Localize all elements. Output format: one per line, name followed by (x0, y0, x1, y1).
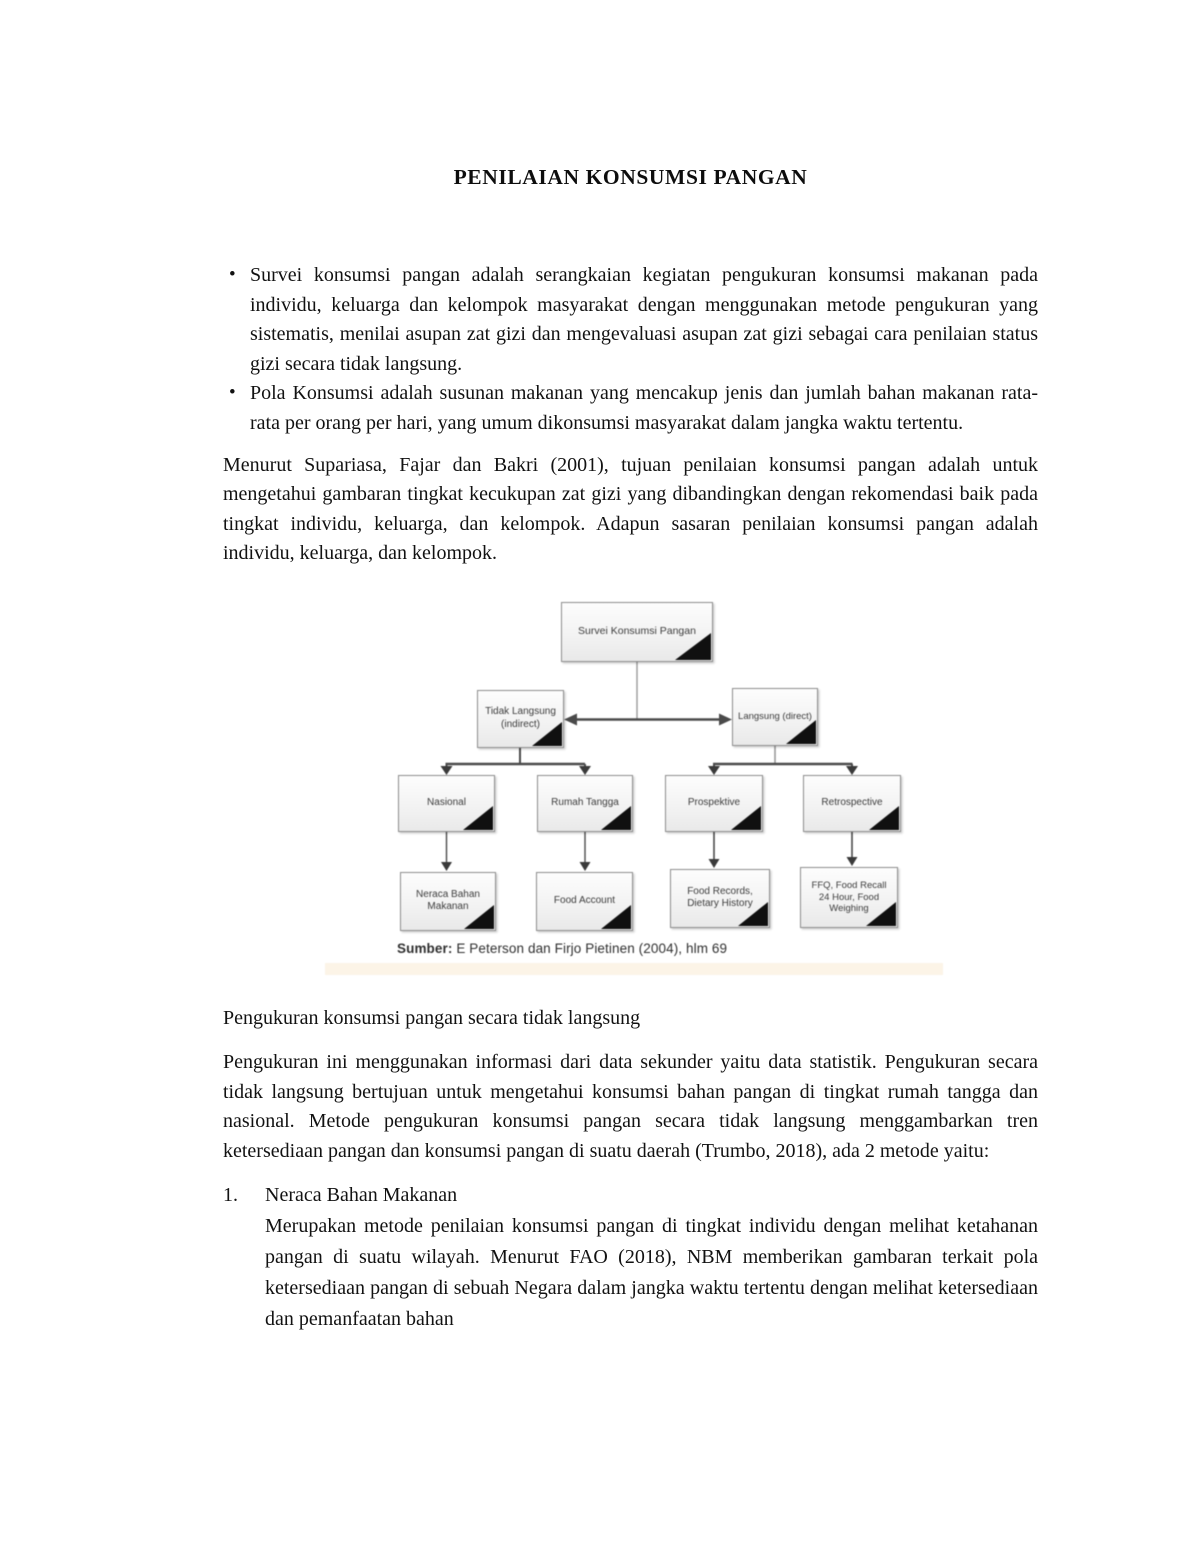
section-heading: Pengukuran konsumsi pangan secara tidak langsung (223, 1006, 641, 1029)
figure-source-caption (397, 941, 727, 956)
node-label: Rumah Tangga (551, 797, 619, 809)
flowchart-node-langsung (732, 688, 818, 746)
bullet-list (223, 261, 1038, 439)
corner-fold-triangle-icon (532, 722, 562, 746)
node-label: Survei Konsumsi Pangan (578, 625, 696, 638)
corner-fold-triangle-icon (786, 720, 816, 744)
list-item-title: Neraca Bahan Makanan (265, 1184, 458, 1207)
corner-fold-triangle-icon (866, 902, 896, 926)
flowchart-node-rumah-tangga (537, 775, 633, 832)
corner-fold-triangle-icon (731, 806, 761, 830)
flowchart-node-neraca-bahan-makanan (400, 872, 496, 931)
bullet-marker-icon: • (229, 382, 236, 404)
node-label: Langsung (direct) (738, 711, 812, 722)
bullet-text: Survei konsumsi pangan adalah serangkaian kegiatan pengukuran konsumsi makanan pada individu, keluarga dan kelompok masyarakat dengan menggunakan metode pengukuran yang sistematis, menilai asupan zat gizi dan mengevaluasi asupan zat gizi sebagai cara penilaian status gizi secara tidak langsung. (250, 264, 1038, 375)
flowchart-node-food-account (536, 872, 633, 931)
page-content (223, 163, 1038, 1335)
caption-label: Sumber: (397, 940, 453, 956)
node-label: Nasional (427, 797, 466, 809)
node-label: Tidak Langsung (indirect) (485, 706, 556, 730)
section-paragraph: Pengukuran ini menggunakan informasi dari data sekunder yaitu data statistik. Pengukuran secara tidak langsung bertujuan untuk mengetahui konsumsi bahan pangan di tingkat rumah tangga dan nasional. Metode pengukuran konsumsi pangan secara tidak langsung menggambarkan tren ketersediaan pangan dan konsumsi pangan di suatu daerah (Trumbo, 2018), ada 2 metode yaitu: (223, 1050, 1038, 1162)
node-label: Food Records, Dietary History (687, 885, 753, 910)
corner-fold-triangle-icon (463, 806, 493, 830)
corner-fold-triangle-icon (738, 902, 768, 926)
node-label: Retrospective (821, 797, 883, 809)
corner-fold-triangle-icon (601, 806, 631, 830)
corner-fold-triangle-icon (675, 633, 711, 660)
bullet-item-survei (223, 261, 1038, 379)
caption-text: E Peterson dan Firjo Pietinen (2004), hlm 69 (452, 940, 728, 956)
bullet-item-pola-konsumsi (223, 379, 1038, 438)
flowchart-node-tidak-langsung (477, 690, 564, 748)
flowchart-node-nasional (398, 775, 495, 832)
node-label: Neraca Bahan Makanan (416, 888, 480, 913)
intro-paragraph: Menurut Supariasa, Fajar dan Bakri (2001), tujuan penilaian konsumsi pangan adalah untuk mengetahui gambaran tingkat kecukupan zat gizi yang dibandingkan dengan rekomendasi baik pada tingkat individu, keluarga, dan kelompok. Adapun sasaran penilaian konsumsi pangan adalah individu, keluarga, dan kelompok. (223, 453, 1038, 565)
list-item-number: 1. (223, 1184, 238, 1207)
flowchart-node-food-records (670, 869, 770, 928)
flowchart-node-ffq (800, 867, 898, 928)
corner-fold-triangle-icon (464, 905, 494, 929)
list-item-body (265, 1180, 1038, 1335)
flowchart-node-survei-konsumsi-pangan (561, 602, 713, 662)
bullet-marker-icon: • (229, 264, 236, 285)
corner-fold-triangle-icon (869, 806, 899, 830)
numbered-list-item (223, 1180, 1038, 1335)
highlight-bar (325, 963, 943, 975)
node-label: Food Account (553, 895, 616, 907)
flowchart-figure (223, 601, 1038, 983)
list-item-text: Merupakan metode penilaian konsumsi pangan di tingkat individu dengan melihat ketahanan pangan di suatu wilayah. Menurut FAO (2018), NBM memberikan gambaran terkait pola ketersediaan pangan di sebuah Negara dalam jangka waktu tertentu dengan melihat ketersediaan dan pemanfaatan bahan (265, 1215, 1038, 1331)
corner-fold-triangle-icon (601, 905, 631, 929)
flowchart-node-prospektive (665, 775, 763, 832)
node-label: Prospektive (687, 797, 741, 809)
node-label: FFQ, Food Recall 24 Hour, Food Weighing (811, 879, 887, 915)
bullet-text: Pola Konsumsi adalah susunan makanan yang mencakup jenis dan jumlah bahan makanan rata-rata per orang per hari, yang umum dikonsumsi masyarakat dalam jangka waktu tertentu. (250, 382, 1038, 434)
flowchart-node-retrospective (803, 775, 901, 832)
page-title: PENILAIAN KONSUMSI PANGAN (453, 165, 808, 189)
